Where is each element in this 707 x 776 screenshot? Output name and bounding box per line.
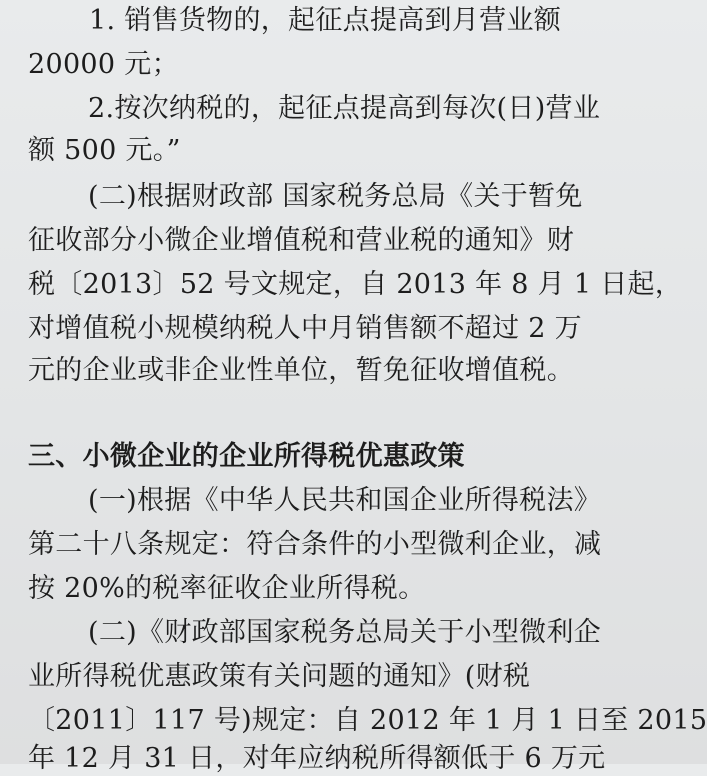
paragraph-line: 额 500 元。” — [28, 135, 181, 166]
paragraph-line: 元的企业或非企业性单位，暂免征收增值税。 — [28, 355, 574, 386]
section-heading: 三、小微企业的企业所得税优惠政策 — [28, 441, 465, 472]
paragraph-line: (二)《财政部国家税务总局关于小型微利企 — [88, 617, 602, 648]
paragraph-line: 按 20%的税率征收企业所得税。 — [28, 573, 426, 604]
paragraph-line: 征收部分小微企业增值税和营业税的通知》财 — [28, 225, 574, 256]
paragraph-line: 2.按次纳税的，起征点提高到每次(日)营业 — [88, 93, 601, 124]
paragraph-line: (一)根据《中华人民共和国企业所得税法》 — [88, 485, 602, 516]
paragraph-line: 20000 元； — [28, 49, 179, 80]
paragraph-line: 1. 销售货物的，起征点提高到月营业额 — [89, 5, 562, 36]
paragraph-line: 〔2011〕117 号)规定：自 2012 年 1 月 1 日至 2015 — [28, 705, 707, 736]
paragraph-line: 第二十八条规定：符合条件的小型微利企业，减 — [28, 529, 602, 560]
paragraph-line: 年 12 月 31 日，对年应纳税所得额低于 6 万元 — [28, 743, 606, 774]
paragraph-line: 业所得税优惠政策有关问题的通知》(财税 — [28, 661, 531, 692]
paragraph-line: 税〔2013〕52 号文规定，自 2013 年 8 月 1 日起， — [28, 269, 683, 300]
paragraph-line: (二)根据财政部 国家税务总局《关于暂免 — [88, 181, 583, 212]
paragraph-line: 对增值税小规模纳税人中月销售额不超过 2 万 — [28, 313, 582, 344]
